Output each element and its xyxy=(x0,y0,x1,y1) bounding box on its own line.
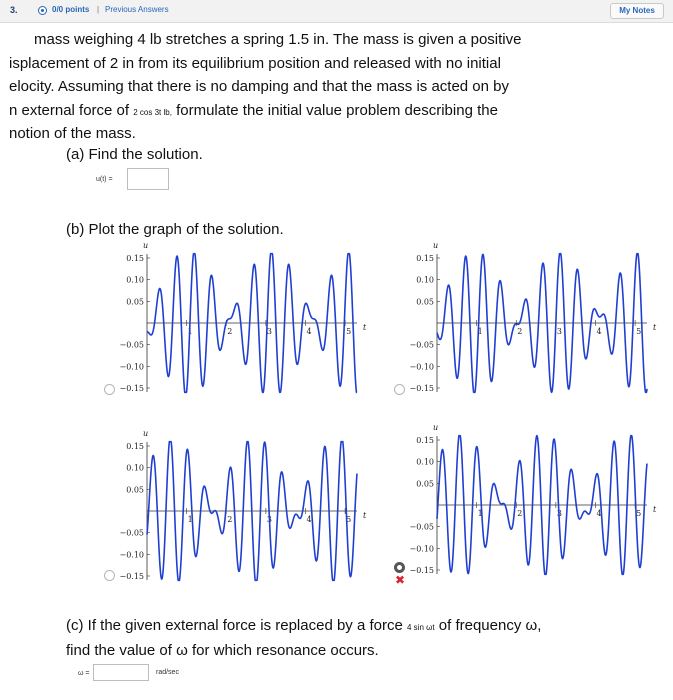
solution-input-label: u(t) = xyxy=(96,176,113,183)
points-label: 0/0 points xyxy=(52,5,90,14)
y-tick-label: −0.10 xyxy=(409,362,434,372)
y-tick-label: −0.15 xyxy=(119,572,144,581)
x-tick-label: 2 xyxy=(517,327,523,336)
x-tick-label: 4 xyxy=(596,327,602,336)
solution-input[interactable] xyxy=(127,168,169,190)
my-notes-button[interactable]: My Notes xyxy=(610,3,664,19)
radio-option-b[interactable] xyxy=(394,384,405,395)
part-c-text xyxy=(66,614,541,662)
plot-option-c xyxy=(105,426,370,591)
y-tick-label: −0.05 xyxy=(409,340,434,350)
x-axis-label: t xyxy=(363,323,367,332)
y-axis-label: u xyxy=(143,241,149,250)
x-tick-label: 2 xyxy=(517,509,523,518)
omega-unit: rad/sec xyxy=(156,669,179,676)
x-tick-label: 5 xyxy=(346,327,352,336)
part-b-label: (b) Plot the graph of the solution. xyxy=(66,221,284,238)
x-tick-label: 2 xyxy=(227,515,233,524)
x-tick-label: 2 xyxy=(227,327,233,336)
x-tick-label: 1 xyxy=(187,515,193,524)
plot-b-svg xyxy=(395,238,660,403)
x-tick-label: 3 xyxy=(556,509,562,518)
force-expression: 2 cos 3t lb, xyxy=(133,107,172,117)
y-tick-label: −0.15 xyxy=(409,384,434,393)
x-axis-label: t xyxy=(363,511,367,520)
y-tick-label: 0.15 xyxy=(416,436,434,445)
problem-line-4 xyxy=(9,99,650,123)
header-separator: | xyxy=(97,5,100,14)
y-tick-label: −0.10 xyxy=(119,362,144,372)
y-tick-label: 0.05 xyxy=(126,485,144,495)
y-tick-label: −0.15 xyxy=(409,566,434,575)
part-a-label: (a) Find the solution. xyxy=(66,146,203,163)
y-tick-label: −0.05 xyxy=(119,528,144,538)
problem-line-5: notion of the mass. xyxy=(9,125,136,142)
plot-option-a xyxy=(105,238,370,403)
problem-line-2: isplacement of 2 in from its equilibrium position and released with no initial xyxy=(9,54,501,72)
part-c-line-1 xyxy=(66,614,541,639)
x-tick-label: 5 xyxy=(636,327,642,336)
y-tick-label: 0.10 xyxy=(416,457,434,467)
plot-option-b xyxy=(395,238,660,403)
incorrect-mark-icon: ✖ xyxy=(395,573,406,587)
plot-d-svg xyxy=(395,420,660,585)
y-tick-label: 0.15 xyxy=(126,254,144,263)
y-axis-label: u xyxy=(433,423,439,432)
radio-option-d[interactable] xyxy=(394,562,405,573)
omega-input-label: ω = xyxy=(78,670,90,677)
problem-line-1: mass weighing 4 lb stretches a spring 1.5 in. The mass is given a positive xyxy=(34,31,522,48)
radio-option-a[interactable] xyxy=(104,384,115,395)
y-tick-label: −0.10 xyxy=(409,544,434,554)
radio-option-c[interactable] xyxy=(104,570,115,581)
y-tick-label: 0.10 xyxy=(126,275,144,285)
problem-line-4-start: n external force of xyxy=(9,101,134,119)
y-tick-label: −0.10 xyxy=(119,550,144,560)
part-c-line-2: find the value of ω for which resonance occurs. xyxy=(66,642,379,659)
x-tick-label: 3 xyxy=(266,327,272,336)
y-tick-label: 0.05 xyxy=(416,479,434,489)
y-tick-label: 0.15 xyxy=(126,442,144,451)
plot-option-d xyxy=(395,420,660,585)
question-number: 3. xyxy=(10,5,18,15)
x-axis-label: t xyxy=(653,323,657,332)
problem-line-4-end: formulate the initial value problem describing the xyxy=(171,101,498,119)
y-tick-label: 0.10 xyxy=(416,275,434,285)
plot-a-svg xyxy=(105,238,370,403)
y-tick-label: −0.15 xyxy=(119,384,144,393)
previous-answers-link[interactable]: Previous Answers xyxy=(105,5,169,14)
x-tick-label: 4 xyxy=(306,327,312,336)
problem-statement xyxy=(0,28,650,146)
x-tick-label: 1 xyxy=(477,327,483,336)
y-tick-label: 0.05 xyxy=(126,297,144,307)
part-c-force-expression: 4 sin ωt xyxy=(407,623,435,632)
part-c-line-1-start: (c) If the given external force is replaced by a force xyxy=(66,617,407,634)
problem-line-3: elocity. Assuming that there is no damping and that the mass is acted on by xyxy=(9,78,510,95)
plot-c-svg xyxy=(105,426,370,591)
x-tick-label: 1 xyxy=(477,509,483,518)
points-status-icon xyxy=(38,6,47,15)
x-tick-label: 3 xyxy=(556,327,562,336)
y-tick-label: −0.05 xyxy=(409,522,434,532)
y-axis-label: u xyxy=(433,241,439,250)
question-header xyxy=(0,0,673,23)
x-tick-label: 4 xyxy=(596,509,602,518)
y-tick-label: 0.05 xyxy=(416,297,434,307)
y-tick-label: −0.05 xyxy=(119,340,144,350)
y-axis-label: u xyxy=(143,429,149,438)
omega-input[interactable] xyxy=(93,664,149,681)
x-axis-label: t xyxy=(653,505,657,514)
y-tick-label: 0.15 xyxy=(416,254,434,263)
x-tick-label: 5 xyxy=(346,515,352,524)
x-tick-label: 4 xyxy=(306,515,312,524)
y-tick-label: 0.10 xyxy=(126,463,144,473)
part-c-line-1-end: of frequency ω, xyxy=(434,617,542,634)
x-tick-label: 3 xyxy=(266,515,272,524)
x-tick-label: 1 xyxy=(187,327,193,336)
x-tick-label: 5 xyxy=(636,509,642,518)
